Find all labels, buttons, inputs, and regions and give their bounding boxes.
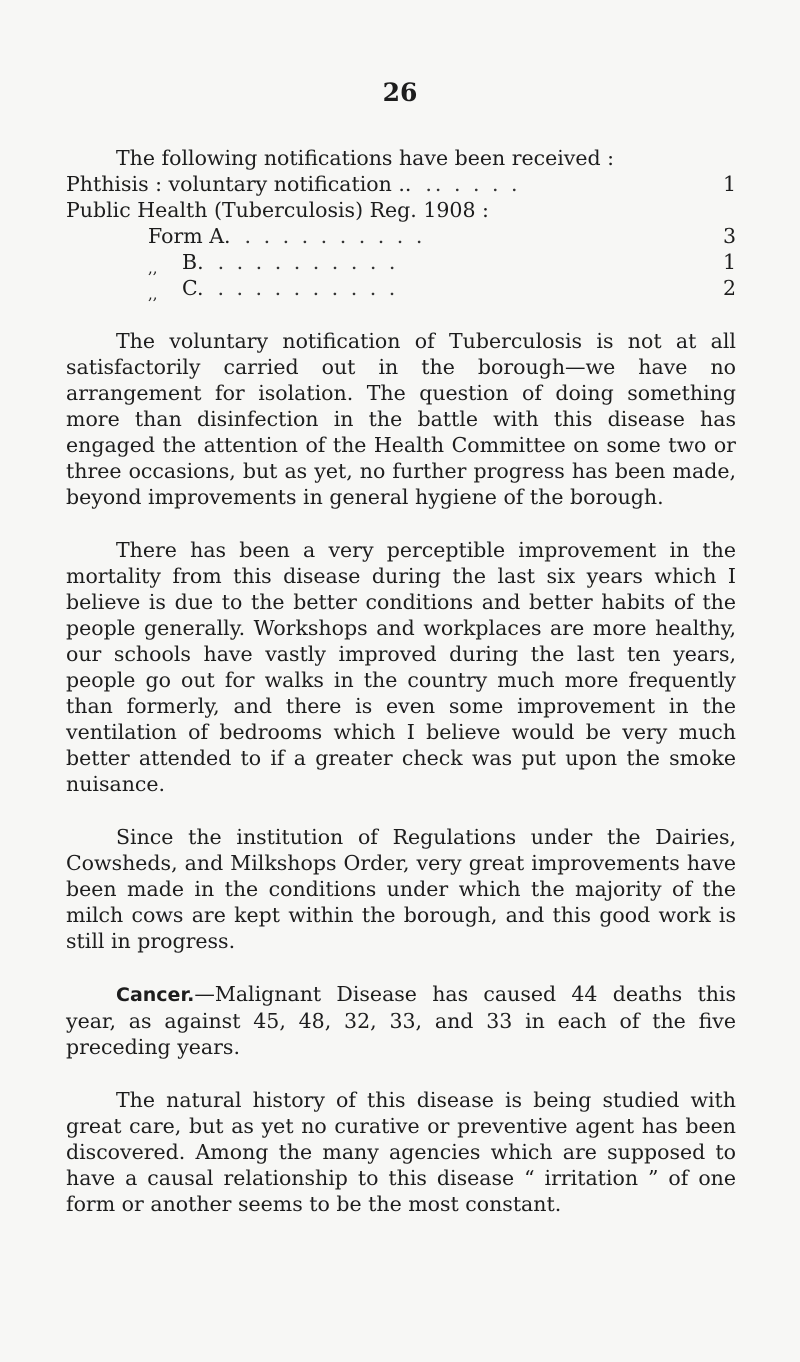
form-a-label: Form A.: [148, 224, 231, 248]
page-content: [66, 145, 736, 1217]
cancer-text: —Malignant Disease has caused 44 deaths this year, as against 45, 48, 32, 33, and 33 in each of the five preceding years.: [66, 982, 736, 1059]
public-health-label: Public Health (Tuberculosis) Reg. 1908 :: [66, 198, 489, 222]
paragraph-voluntary-notification: The voluntary notification of Tuberculosis is not at all satisfactorily carried out in the borough—we have no arrangement for isolation. The question of doing something more than disinfection in the battle with this disease has engaged the attention of the Health Committee on some two or three occasions, but as yet, no further progress has been made, beyond improvements in general hygiene of the borough.: [66, 329, 736, 509]
phthisis-label: Phthisis : voluntary notification ..: [66, 172, 412, 196]
phthisis-count: 1: [722, 172, 736, 196]
form-a-count: 3: [722, 224, 736, 248]
spacer: [66, 797, 736, 824]
form-b-row: [66, 249, 736, 275]
paragraph-cancer: [66, 981, 736, 1060]
page-number: 26: [382, 78, 418, 107]
form-a-row: [66, 223, 736, 249]
ditto-mark: ,,: [148, 259, 158, 277]
form-c-label: C.: [182, 276, 204, 300]
form-b-label: B.: [182, 250, 204, 274]
notifications-intro: The following notifications have been received :: [116, 146, 615, 170]
paragraph-natural-history: The natural history of this disease is being studied with great care, but as yet no curative or preventive agent has been discovered. Among the many agencies which are supposed to have a causal relationship to this disease “ irritation ” of one form or another seems to be the most constant.: [66, 1088, 736, 1216]
spacer: [66, 1060, 736, 1087]
public-health-row: [66, 197, 736, 223]
spacer: [66, 954, 736, 981]
leader-dots: .. . . . .: [425, 172, 521, 196]
phthisis-row: [66, 171, 736, 197]
form-c-row: [66, 275, 736, 301]
form-c-count: 2: [722, 276, 736, 300]
leader-dots: . . . . . . . . . .: [217, 276, 399, 300]
leader-dots: . . . . . . . . . .: [244, 224, 426, 248]
form-b-count: 1: [722, 250, 736, 274]
cancer-heading: Cancer.: [116, 984, 195, 1006]
paragraph-dairies-regulations: Since the institution of Regulations under the Dairies, Cowsheds, and Milkshops Order, very great improvements have been made in the conditions under which the majority of the milch cows are kept within the borough, and this good work is still in progress.: [66, 825, 736, 953]
ditto-mark: ,,: [148, 285, 158, 303]
form-c-label-group: [148, 275, 203, 307]
leader-dots: . . . . . . . . . .: [217, 250, 399, 274]
paragraph-mortality-improvement: There has been a very perceptible improvement in the mortality from this disease during the last six years which I believe is due to the better conditions and better habits of the people generally. Workshops and workplaces are more healthy, our schools have vastly improved during the last ten years, people go out for walks in the country much more frequently than formerly, and there is even some improvement in the ventilation of bedrooms which I believe would be very much better attended to if a greater check was put upon the smoke nuisance.: [66, 538, 736, 796]
spacer: [66, 510, 736, 537]
